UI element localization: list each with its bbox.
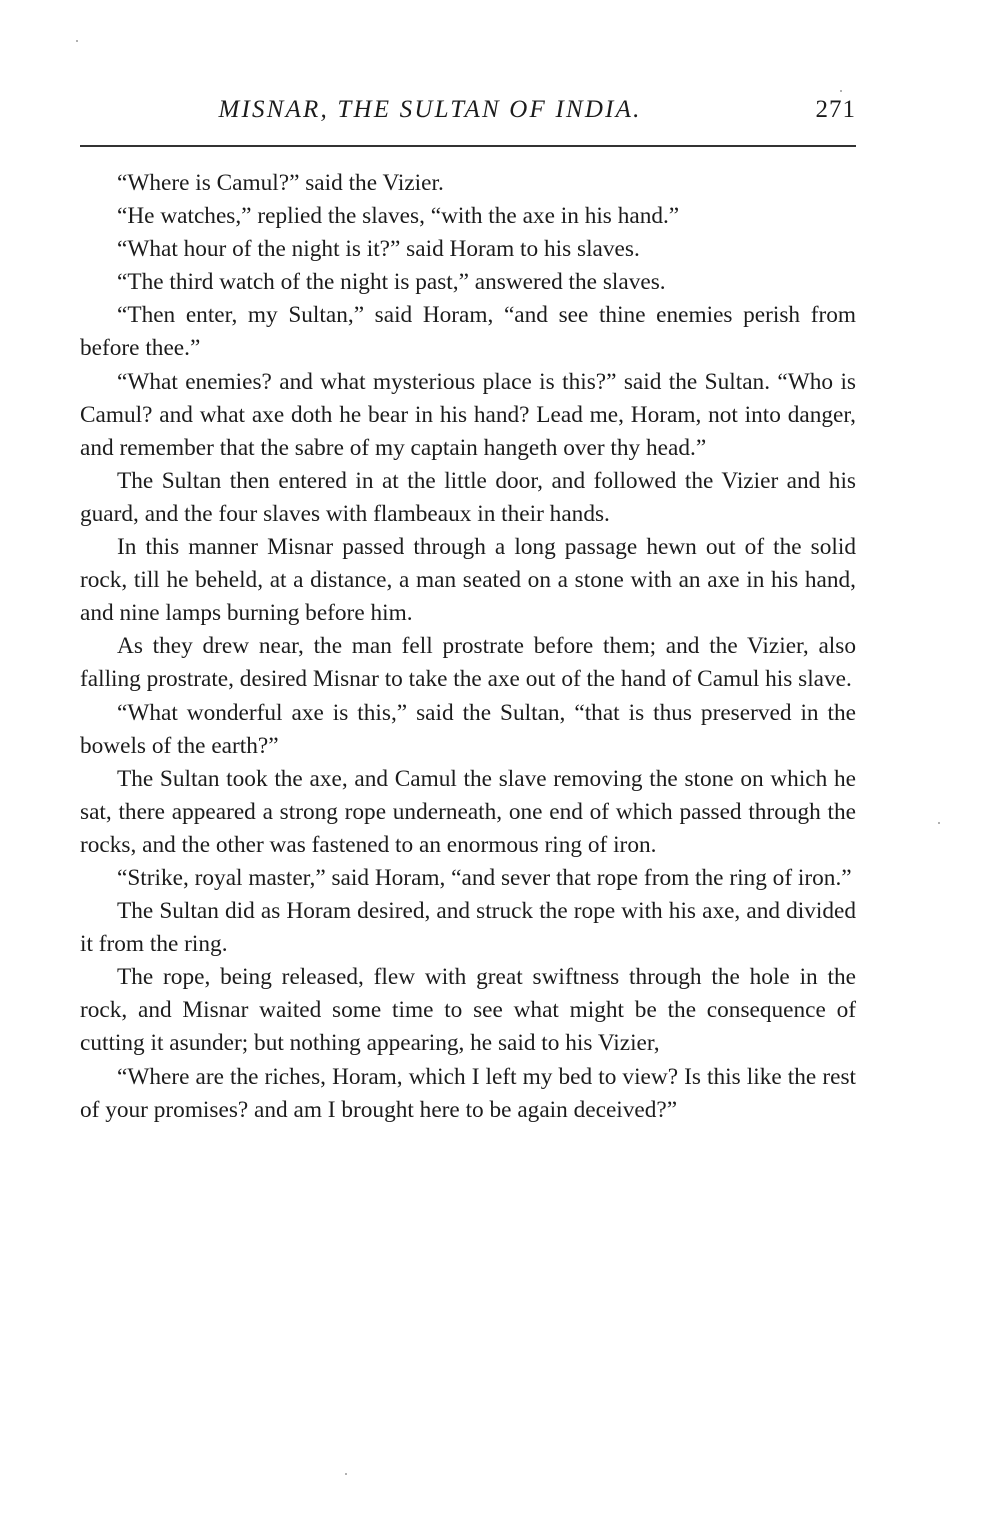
paper-speck [76,40,78,42]
page-number: 271 [815,96,856,123]
header-rule [80,145,856,147]
paper-speck [938,822,940,824]
paragraph-1: “Where is Camul?” said the Vizier. [117,170,444,196]
paragraph-8: In this manner Misnar passed through a long passage hewn out of the solid rock, till he beheld, at a distance, a man seated on a stone with an axe in his hand, and nine lamps burning before him. [80,534,856,627]
paragraph-12: “Strike, royal master,” said Horam, “and sever that rope from the ring of iron.” [117,864,852,891]
paragraph-5: “Then enter, my Sultan,” said Horam, “and see thine enemies perish from before thee.” [80,302,856,362]
paragraph-10: “What wonderful axe is this,” said the Sultan, “that is thus preserved in the bowels of the earth?” [80,699,856,759]
paragraph-2: “He watches,” replied the slaves, “with the axe in his hand.” [117,203,680,230]
running-title: MISNAR, THE SULTAN OF INDIA. [218,96,642,123]
paragraph-3: “What hour of the night is it?” said Horam to his slaves. [117,236,640,263]
paragraph-11: The Sultan took the axe, and Camul the slave removing the stone on which he sat, there appeared a strong rope underneath, one end of which passed through the rocks, and the other was fastened to an enormous ring of iron. [80,765,856,858]
paragraph-6: “What enemies? and what mysterious place is this?” said the Sultan. “Who is Camul? and what axe doth he bear in his hand? Lead me, Horam, not into danger, and remember that the sabre of my captain hangeth over thy head.” [80,368,856,461]
paragraph-7: The Sultan then entered in at the little door, and followed the Vizier and his guard, and the four slaves with flambeaux in their hands. [80,467,856,527]
paragraph-15: “Where are the riches, Horam, which I left my bed to view? Is this like the rest of your promises? and am I brought here to be again deceived?” [80,1063,856,1123]
body-text [80,167,856,1127]
paragraph-9: As they drew near, the man fell prostrate before them; and the Vizier, also falling prostrate, desired Misnar to take the axe out of the hand of Camul his slave. [80,633,856,693]
paper-speck [345,1473,347,1475]
paragraph-4: “The third watch of the night is past,” answered the slaves. [117,269,666,296]
paragraph-13: The Sultan did as Horam desired, and struck the rope with his axe, and divided it from the ring. [80,898,856,958]
paragraph-14: The rope, being released, flew with great swiftness through the hole in the rock, and Misnar waited some time to see what might be the consequence of cutting it asunder; but nothing appearing, he said to his Vizier, [80,964,856,1057]
running-head [80,96,860,136]
paper-speck [840,90,842,92]
